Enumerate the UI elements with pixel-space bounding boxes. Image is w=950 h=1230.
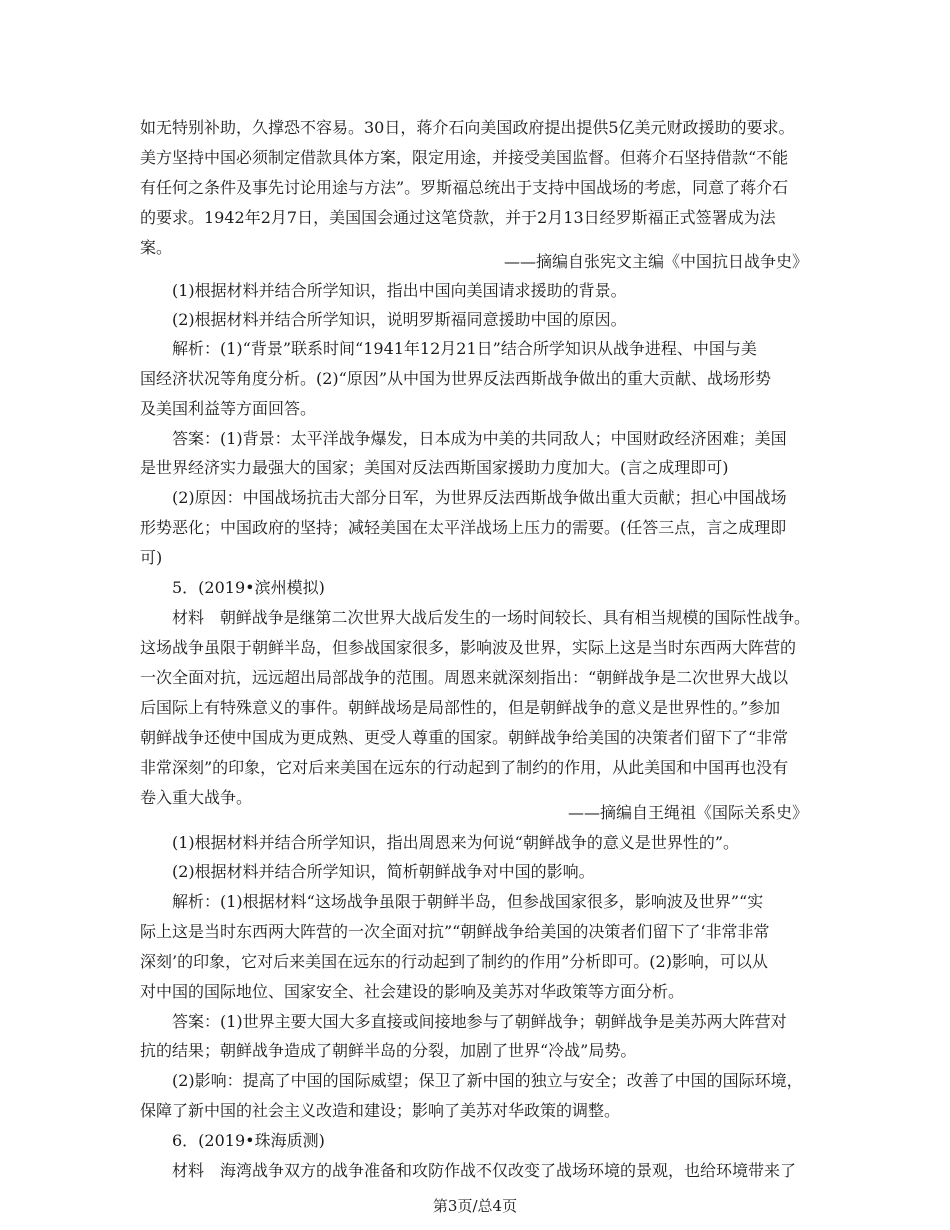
material-line: 这场战争虽限于朝鲜半岛，但参战国家很多，影响波及世界，实际上这是当时东西两大阵营的 <box>140 638 797 657</box>
answer-line: 可) <box>140 548 163 567</box>
text-line: 的要求。1942年2月7日，美国国会通过这笔贷款，并于2月13日经罗斯福正式签署成为法 <box>140 208 776 227</box>
analysis-line: 深刻’的印象，它对后来美国在远东的行动起到了制约的作用”分析即可。(2)影响，可以从 <box>140 952 768 971</box>
analysis-line: 国经济状况等角度分析。(2)“原因”从中国为世界反法西斯战争做出的重大贡献、战场形势 <box>140 369 772 388</box>
page-footer: 第3页/总4页 <box>432 1197 518 1215</box>
answer-line: 保障了新中国的社会主义改造和建设；影响了美苏对华政策的调整。 <box>140 1101 621 1120</box>
material-line: 材料 朝鲜战争是继第二次世界大战后发生的一场时间较长、具有相当规模的国际性战争。 <box>172 608 811 627</box>
analysis-line: 对中国的国际地位、国家安全、社会建设的影响及美苏对华政策等方面分析。 <box>140 982 685 1001</box>
material-line: 朝鲜战争还使中国成为更成熟、更受人尊重的国家。朝鲜战争给美国的决策者们留下了“非常 <box>140 728 789 747</box>
text-line: 有任何之条件及事先讨论用途与方法”。罗斯福总统出于支持中国战场的考虑，同意了蒋介石 <box>140 178 789 197</box>
analysis-line: 际上这是当时东西两大阵营的一次全面对抗”“朝鲜战争给美国的决策者们留下了‘非常非常 <box>140 922 770 941</box>
material-line: 后国际上有特殊意义的事件。朝鲜战场是局部性的，但是朝鲜战争的意义是世界性的。”参加 <box>140 698 781 717</box>
analysis-line: 及美国利益等方面回答。 <box>140 399 317 418</box>
material-line: 一次全面对抗，远远超出局部战争的范围。周恩来就深刻指出：“朝鲜战争是二次世界大战以 <box>140 668 789 687</box>
source-citation: ——摘编自张宪文主编《中国抗日战争史》 <box>503 252 808 271</box>
question-number: 5．(2019•滨州模拟) <box>172 578 325 597</box>
text-line: 美方坚持中国必须制定借款具体方案，限定用途，并接受美国监督。但蒋介石坚持借款“不能 <box>140 148 789 167</box>
answer-line: 是世界经济实力最强大的国家；美国对反法西斯国家援助力度加大。(言之成理即可) <box>140 458 729 477</box>
material-line: 非常深刻”的印象，它对后来美国在远东的行动起到了制约的作用，从此美国和中国再也没有 <box>140 758 789 777</box>
text-line: 案。 <box>140 238 173 257</box>
answer-line: 答案：(1)世界主要大国大多直接或间接地参与了朝鲜战争；朝鲜战争是美苏两大阵营对 <box>172 1012 787 1031</box>
question-line: (1)根据材料并结合所学知识，指出周恩来为何说“朝鲜战争的意义是世界性的”。 <box>172 833 740 852</box>
analysis-line: 解析：(1)“背景”联系时间“1941年12月21日”结合所学知识从战争进程、中国与美 <box>172 339 757 358</box>
answer-line: (2)原因：中国战场抗击大部分日军，为世界反法西斯战争做出重大贡献；担心中国战场 <box>172 488 787 507</box>
answer-line: 抗的结果；朝鲜战争造成了朝鲜半岛的分裂，加剧了世界“冷战”局势。 <box>140 1041 637 1060</box>
analysis-line: 解析：(1)根据材料“这场战争虽限于朝鲜半岛，但参战国家很多，影响波及世界”“实 <box>172 892 764 911</box>
material-line: 材料 海湾战争双方的战争准备和攻防作战不仅改变了战场环境的景观，也给环境带来了 <box>172 1161 797 1180</box>
question-line: (2)根据材料并结合所学知识，说明罗斯福同意援助中国的原因。 <box>172 310 627 329</box>
question-line: (2)根据材料并结合所学知识，简析朝鲜战争对中国的影响。 <box>172 862 595 881</box>
question-number: 6．(2019•珠海质测) <box>172 1131 325 1150</box>
answer-line: 答案：(1)背景：太平洋战争爆发，日本成为中美的共同敌人；中国财政经济困难；美国 <box>172 429 787 448</box>
material-line: 卷入重大战争。 <box>140 788 253 807</box>
text-line: 如无特别补助，久撑恐不容易。30日，蒋介石向美国政府提出提供5亿美元财政援助的要求。 <box>140 118 795 137</box>
source-citation: ——摘编自王绳祖《国际关系史》 <box>567 803 808 822</box>
question-line: (1)根据材料并结合所学知识，指出中国向美国请求援助的背景。 <box>172 281 627 300</box>
answer-line: 形势恶化；中国政府的坚持；减轻美国在太平洋战场上压力的需要。(任答三点，言之成理即 <box>140 518 787 537</box>
answer-line: (2)影响：提高了中国的国际威望；保卫了新中国的独立与安全；改善了中国的国际环境， <box>172 1071 803 1090</box>
